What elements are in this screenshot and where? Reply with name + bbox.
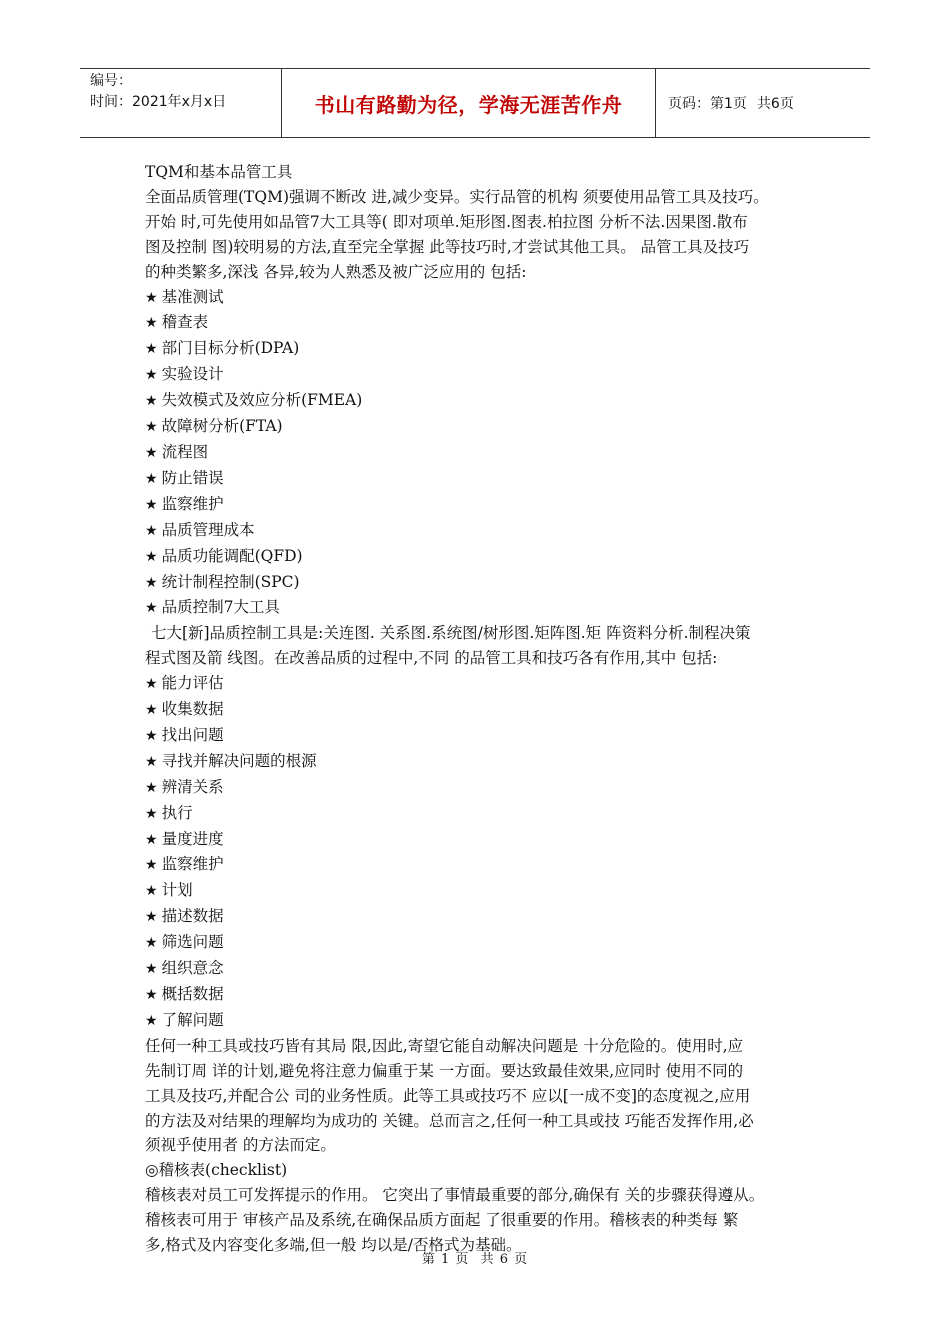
list-item: ★ 失效模式及效应分析(FMEA) [145,391,363,410]
tools-list [145,285,825,622]
text-line: 稽核表可用于 审核产品及系统,在确保品质方面起 了很重要的作用。稽核表的种类每 繁 [145,1211,739,1230]
star-icon: ★ [145,702,158,719]
list-item: ★ 寻找并解决问题的根源 [145,751,317,770]
star-icon: ★ [145,367,158,384]
star-icon: ★ [145,805,158,822]
list-item: ★ 组织意念 [145,959,224,978]
list-item: ★ 监察维护 [145,494,224,513]
number-label: 编号： [90,73,132,89]
star-icon: ★ [145,574,158,591]
star-icon: ★ [145,779,158,796]
list-item: ★ 基准测试 [145,287,224,306]
list-item: ★ 计划 [145,881,193,900]
list-item: ★ 执行 [145,803,193,822]
star-icon: ★ [145,341,158,358]
star-icon: ★ [145,289,158,306]
checklist-paragraph [145,1183,825,1258]
list-item: ★ 辨清关系 [145,777,224,796]
star-icon: ★ [145,935,158,952]
star-icon: ★ [145,883,158,900]
star-icon: ★ [145,1012,158,1029]
list-item: ★ 防止错误 [145,468,224,487]
list-item: ★ 品质管理成本 [145,520,255,539]
document-header [80,68,870,138]
list-item: ★ 统计制程控制(SPC) [145,572,300,591]
time-label: 时间：2021年x月x日 [90,94,227,110]
star-icon: ★ [145,909,158,926]
page-footer [0,1248,950,1267]
star-icon: ★ [145,393,158,410]
star-icon: ★ [145,419,158,436]
text-line: 七大[新]品质控制工具是:关连图. 关系图.系统图/树形图.矩阵图.矩 阵资料分析.制程决策 [151,624,751,643]
uses-list [145,671,825,1034]
footer-total: 共 6 页 [480,1252,529,1267]
list-item: ★ 能力评估 [145,674,224,693]
text-line: 的方法及对结果的理解均为成功的 关键。总而言之,任何一种工具或技 巧能否发挥作用,必 [145,1111,754,1130]
star-icon: ★ [145,857,158,874]
list-item: ★ 品质功能调配(QFD) [145,546,303,565]
text-line: 的种类繁多,深浅 各异,较为人熟悉及被广泛应用的 包括: [145,262,527,281]
star-icon: ★ [145,961,158,978]
star-icon: ★ [145,444,158,461]
star-icon: ★ [145,548,158,565]
star-icon: ★ [145,470,158,487]
text-line: 工具及技巧,并配合公 司的业务性质。此等工具或技巧不 应以[一成不变]的态度视之,应用 [145,1086,751,1105]
list-item: ★ 描述数据 [145,907,224,926]
star-icon: ★ [145,600,158,617]
text-line: 先制订周 详的计划,避免将注意力偏重于某 一方面。要达致最佳效果,应同时 使用不同的 [145,1061,744,1080]
list-item: ★ 流程图 [145,442,209,461]
list-item: ★ 故障树分析(FTA) [145,417,283,436]
star-icon: ★ [145,727,158,744]
list-item: ★ 部门目标分析(DPA) [145,339,300,358]
text-line: 图及控制 图)较明易的方法,直至完全掌握 此等技巧时,才尝试其他工具。 品管工具及技巧 [145,237,750,256]
document-body [145,160,825,1258]
list-item: ★ 稽查表 [145,313,209,332]
list-item: ★ 品质控制7大工具 [145,598,280,617]
list-item: ★ 监察维护 [145,855,224,874]
text-line: 程式图及箭 线图。在改善品质的过程中,不同 的品管工具和技巧各有作用,其中 包括: [145,649,718,668]
text-line: 稽核表对员工可发挥提示的作用。 它突出了事情最重要的部分,确保有 关的步骤获得遵从。 [145,1186,765,1205]
star-icon: ★ [145,753,158,770]
star-icon: ★ [145,522,158,539]
star-icon: ★ [145,315,158,332]
header-meta [80,69,282,137]
list-item: ★ 筛选问题 [145,933,224,952]
header-page-label: 页码：第1页 [668,96,747,112]
star-icon: ★ [145,676,158,693]
list-item: ★ 收集数据 [145,700,224,719]
footer-page: 第 1 页 [421,1252,470,1267]
text-line: 开始 时,可先使用如品管7大工具等( 即对项单.矩形图.图表.柏拉图 分析不法.因果图.散布 [145,212,748,231]
header-total-label: 共6页 [756,96,794,112]
text-line: 全面品质管理(TQM)强调不断改 进,减少变异。实行品管的机构 须要使用品管工具及技巧。 [145,187,769,206]
text-line: 须视乎使用者 的方法而定。 [145,1136,336,1155]
doc-title: TQM和基本品管工具 [145,163,293,181]
text-line: 多,格式及内容变化多端,但一般 均以是/否格式为基础。 [145,1236,522,1255]
list-item: ★ 量度进度 [145,829,224,848]
star-icon: ★ [145,831,158,848]
list-item: ★ 实验设计 [145,365,224,384]
list-item: ★ 了解问题 [145,1010,224,1029]
text-line: 任何一种工具或技巧皆有其局 限,因此,寄望它能自动解决问题是 十分危险的。使用时,应 [145,1036,744,1055]
header-motto: 书山有路勤为径，学海无涯苦作舟 [282,69,656,137]
star-icon: ★ [145,987,158,1003]
list-item: ★ 找出问题 [145,725,224,744]
intro-paragraph [145,185,825,285]
list-item: ★ 概括数据 [145,985,224,1003]
header-page-info [656,69,870,137]
seven-new-tools-paragraph [145,621,825,671]
conclusion-paragraph [145,1034,825,1159]
star-icon: ★ [145,496,158,513]
checklist-heading: ◎稽核表(checklist) [145,1161,288,1180]
